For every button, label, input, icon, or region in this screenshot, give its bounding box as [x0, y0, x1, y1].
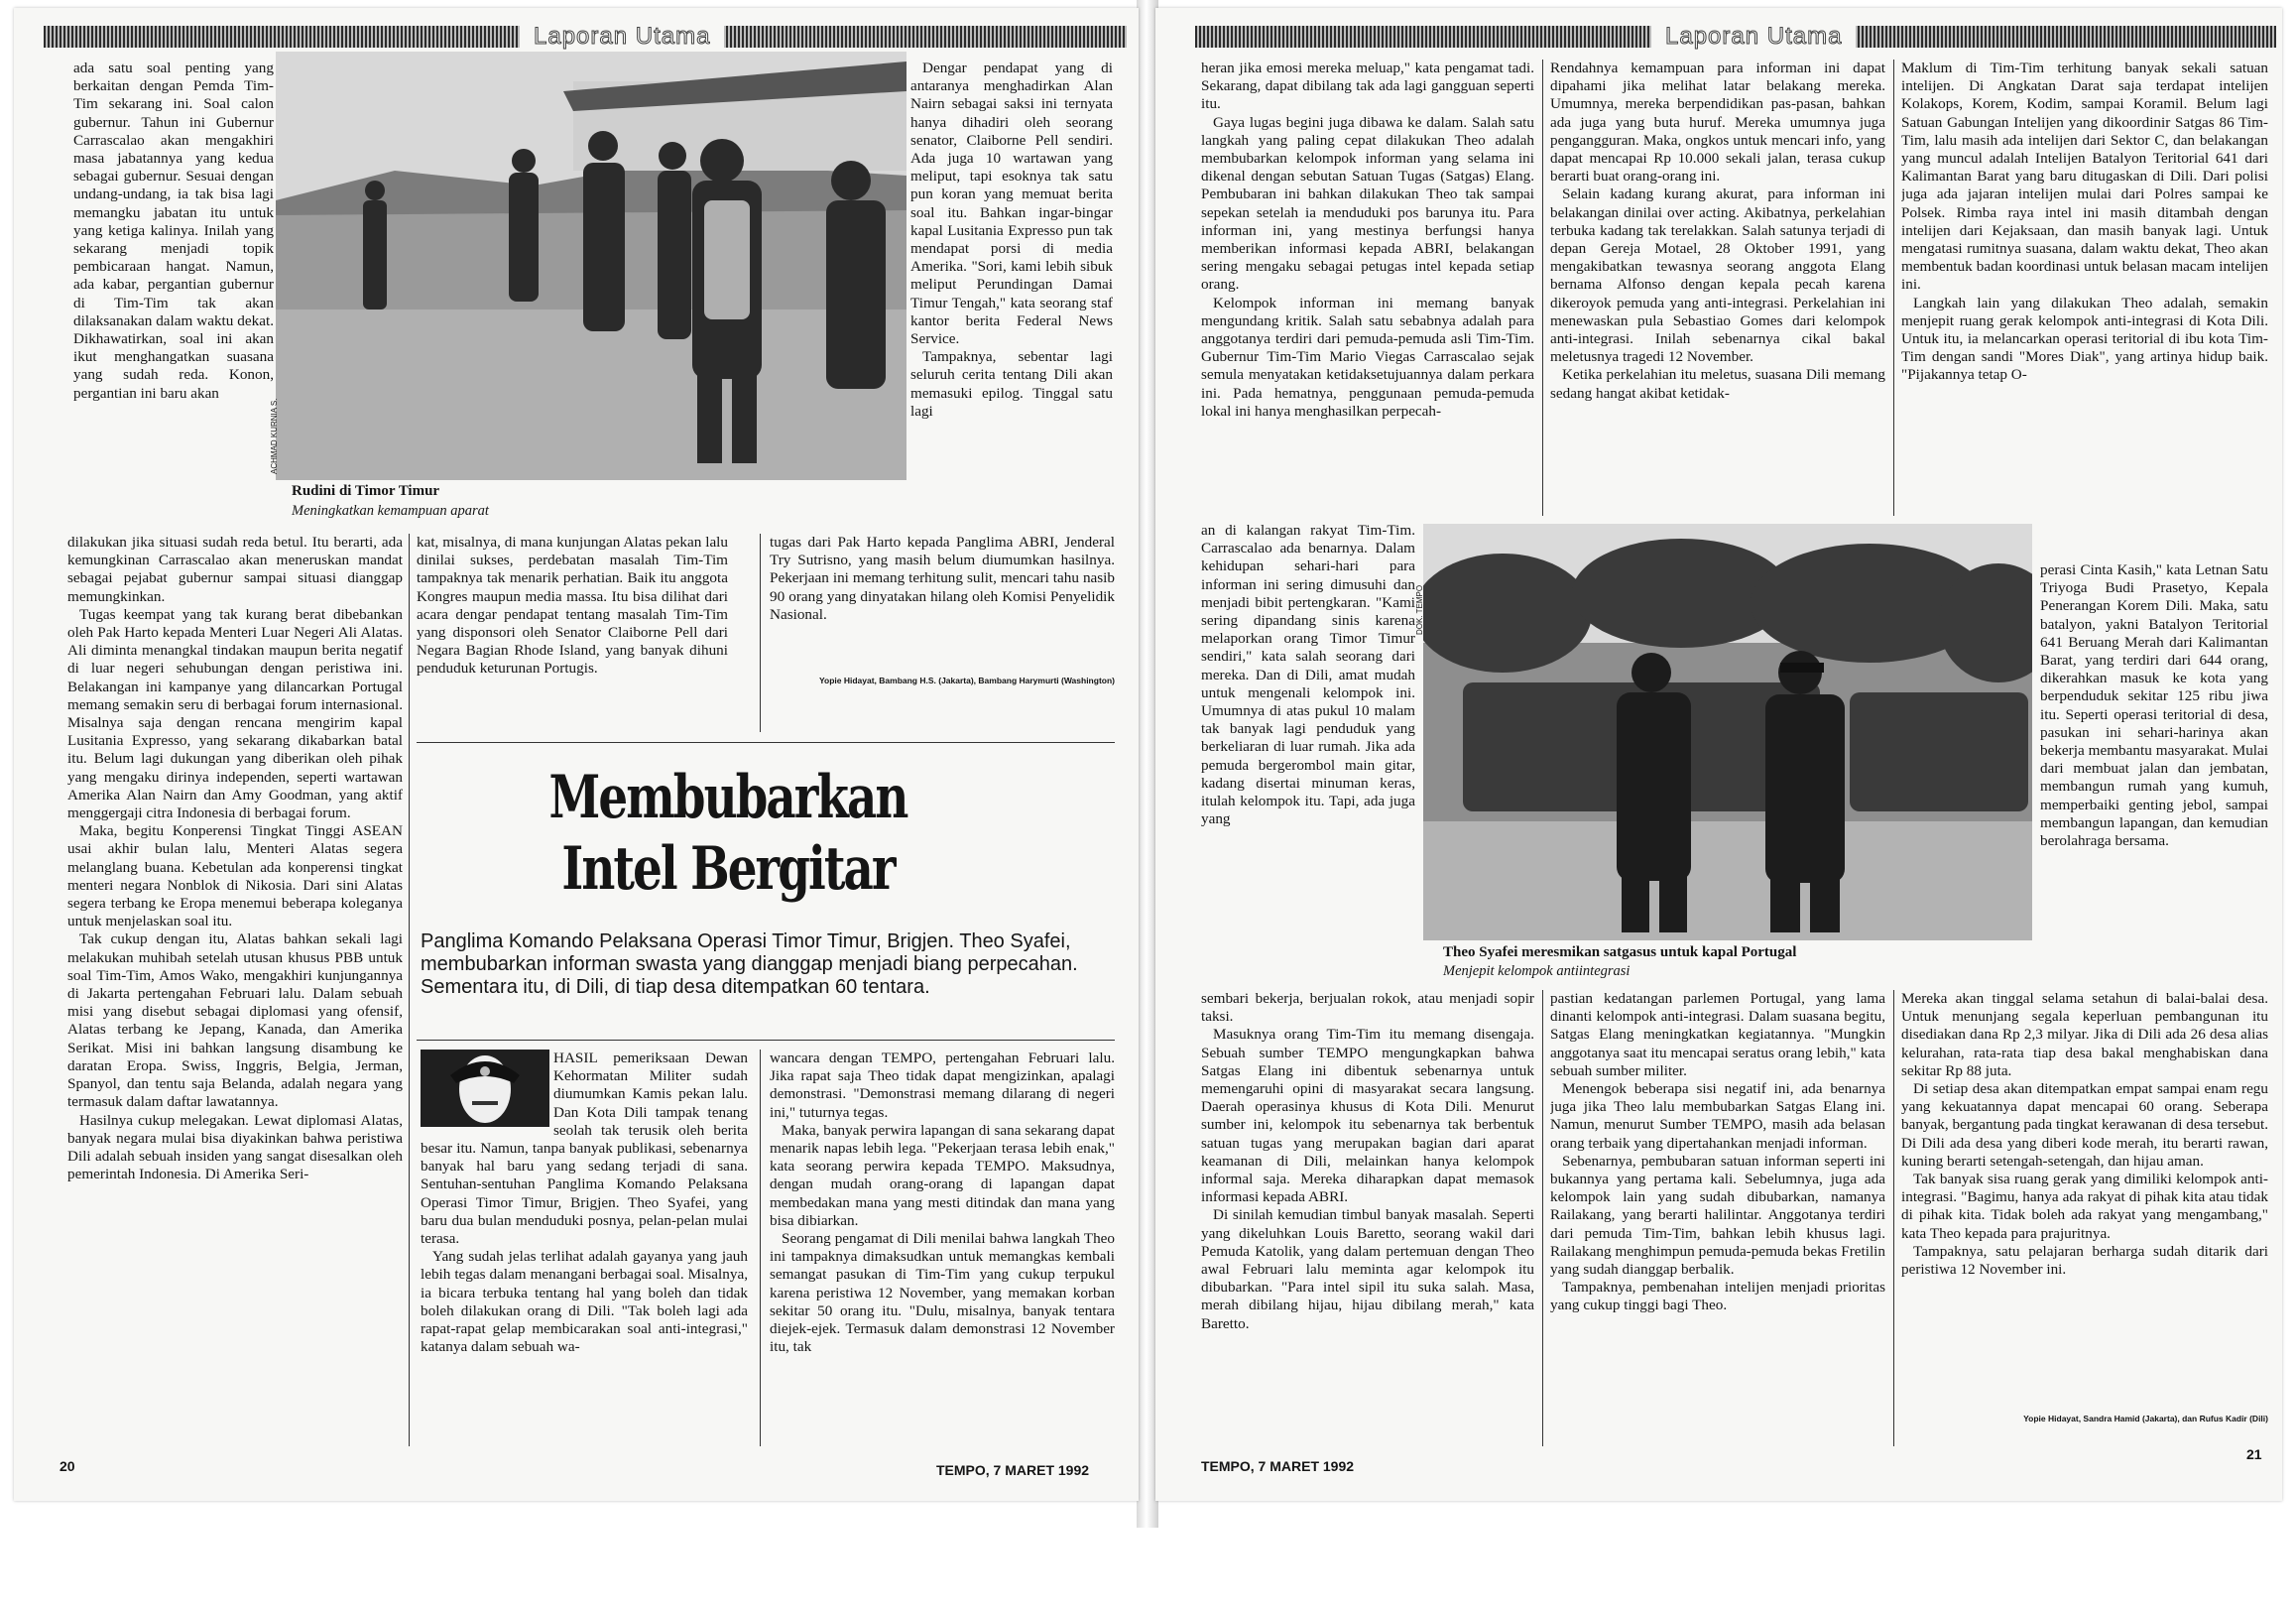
rubric-label: Laporan Utama — [520, 23, 724, 51]
article-body-col2 — [421, 1050, 748, 1446]
column-rule — [760, 1050, 761, 1446]
section-rule — [417, 742, 1115, 743]
article-col3-cont — [770, 534, 1115, 673]
photo-rudini-image — [276, 52, 906, 480]
column-rule — [760, 534, 761, 732]
body-text: Masuknya orang Tim-Tim itu memang disengaja. Sebuah sumber TEMPO mengungkapkan bahwa Satgas Elang ini dibentuk sebenarnya untuk memengaruhi opini di masyarakat secara langsung. Daerah operasinya khusus di Kota Dili. Menurut sumber ini, kelompok itu sebenarnya tak berbentuk satuan tugas yang merupakan bagian dari aparat keamanan di Dili, melainkan hanya kelompok informal saja. Mereka diharapkan dapat memasok informasi kepada ABRI. — [1201, 1026, 1534, 1206]
article-col1-bottom — [67, 534, 403, 1446]
body-text: perasi Cinta Kasih," kata Letnan Satu Triyoga Budi Prasetyo, Kepala Penerangan Korem Dili. Maka, satu batalyon, yakni Batalyon Teritorial 641 Beruang Merah dari Kalimantan Barat, yang terdiri dari 644 orang, dikerahkan masuk ke kota yang berpenduduk sekitar 125 ribu jiwa itu. Seperti operasi teritorial di desa, pasukan ini sehari-harinya akan bekerja membantu masyarakat. Mulai dari membuat jalan dan jembatan, membangun rumah yang kumuh, memperbaiki genting jebol, sampai membangun lapangan, dan kemudian berolahraga bersama. — [2040, 561, 2268, 850]
column-rule — [1893, 60, 1894, 516]
body-text: kat, misalnya, di mana kunjungan Alatas pekan lalu dinilai sukses, perdebatan masalah Tim-Tim tampaknya tak menarik perhatian. Baik itu anggota Kongres maupun media massa. Itu bisa dilihat dari acara dengar pendapat tentang masalah Tim-Tim yang disponsori oleh Senator Claiborne Pell dari Negara Bagian Rhode Island, yang banyak dihuni penduduk keturunan Portugis. — [417, 534, 728, 678]
article-col3-bottom-right — [1901, 990, 2268, 1411]
caption-title-right: Theo Syafei meresmikan satgasus untuk kapal Portugal — [1443, 944, 1797, 960]
article-col2-top — [417, 534, 728, 732]
left-page — [14, 8, 1139, 1501]
photo-rudini — [276, 52, 906, 480]
rubric-bar-right — [1195, 23, 2276, 50]
body-text: Tampaknya, satu pelajaran berharga sudah ditarik dari peristiwa 12 November ini. — [1901, 1242, 2268, 1279]
article-col1-top-right — [1201, 60, 1534, 522]
body-text: Selain kadang kurang akurat, para informan ini belakangan dinilai over acting. Akibatnya, perkelahian terbuka kadang tak terelakkan. Salah satunya terjadi di depan Gereja Motael, 28 Oktober 1991, yang mengakibatkan tewasnya seorang anggota Elang bernama Alfonso dengan kepala pecah karena dikeroyok pemuda yang anti-integrasi. Perkelahian ini menewaskan pula Sebastiao Gomes dari kelompok anti-integrasi. Inilah sebenarnya cikal bakal meletusnya tragedi 12 November. — [1550, 186, 1885, 366]
photo-credit-left: ACHMAD KURNIA S. — [270, 398, 279, 474]
photo-credit-right: DOK. TEMPO — [1415, 584, 1424, 635]
body-text: Tak cukup dengan itu, Alatas bahkan sekali lagi melakukan muhibah setelah utusan khusus PBB untuk soal Tim-Tim, Amos Wako, mengakhiri kunjungannya di Jakarta pertengahan Februari lalu. Dalam sebuah misi yang disebut sebagai diplomasi yang ofensif, Alatas terbang ke Jepang, Kanada, dan Amerika Serikat. Misi ini bahkan langsung disambung ke daratan Eropa. Swiss, Inggris, Belgia, Jerman, Spanyol, dan tentu saja Belanda, adalah negara yang termasuk dalam daftar lawatannya. — [67, 930, 403, 1111]
page-number-right: 21 — [2246, 1446, 2262, 1462]
footer-left: TEMPO, 7 MARET 1992 — [936, 1462, 1090, 1478]
body-text: an di kalangan rakyat Tim-Tim. Carrascalao ada benarnya. Dalam kehidupan sehari-hari para informan ini sering dimusuhi dan menjadi bibit pertengkaran. "Kami sering dipandang sinis karena melaporkan orang Timor Timur sendiri," kata salah seorang dari mereka. Dan di Dili, amat mudah untuk mengenali kelompok ini. Umumnya di atas pukul 10 malam tak banyak lagi penduduk yang berkeliaran di luar rumah. Jika ada pemuda bergerombol main gitar, kadang disertai minuman keras, itulah kelompok itu. Tapi, ada juga yang — [1201, 522, 1415, 828]
article-body-col3 — [770, 1050, 1115, 1446]
body-text: Dengar pendapat yang di antaranya menghadirkan Alan Nairn sebagai saksi ini ternyata hanya dihadiri oleh seorang senator, Claiborne Pell sendiri. Ada juga 10 wartawan yang meliput, tapi esoknya tak satu pun koran yang memuat berita soal itu. Bahkan ingar-bingar kapal Lusitania Expresso pun tak mendapat porsi di media Amerika. "Sori, kami lebih sibuk meliput Perundingan Damai Timur Tengah," kata seorang staf kantor berita Federal News Service. — [910, 60, 1113, 348]
page-number-left: 20 — [60, 1458, 75, 1474]
byline-left: Yopie Hidayat, Bambang H.S. (Jakarta), Bambang Harymurti (Washington) — [818, 676, 1115, 685]
article-col2-bottom-right — [1550, 990, 1885, 1446]
body-text: Rendahnya kemampuan para informan ini dapat dipahami jika melihat latar belakang mereka. Umumnya, mereka berpendidikan pas-pasan, bahkan ada juga yang buta huruf. Mereka umumnya juga pengangguran. Maka, ongkos untuk mencari info, yang dapat mencapai Rp 10.000 sekali jalan, terasa cukup berarti buat orang-orang ini. — [1550, 60, 1885, 186]
caption-sub-right: Menjepit kelompok antiintegrasi — [1443, 963, 1631, 979]
body-text: dilakukan jika situasi sudah reda betul. Itu berarti, ada kemungkinan Carrascalao akan meneruskan mandat sebagai pejabat gubernur sampai situasi dianggap memungkinkan. — [67, 534, 403, 605]
column-rule — [1542, 990, 1543, 1446]
body-text: Tugas keempat yang tak kurang berat dibebankan oleh Pak Harto kepada Menteri Luar Negeri Ali Alatas. Ali diminta menangkal tindakan maupun berita negatif di luar negeri sehubungan dengan peristiwa ini. Belakangan ini kampanye yang dilancarkan Portugal memang semakin seru di berbagai forum internasional. Misalnya saja dengan rencana mengirim kapal Lusitania Expresso, yang sekarang dikabarkan batal itu. Belum lagi dukungan yang diberikan oleh pihak yang mengaku dirinya independen, seperti wartawan Amerika Alan Nairn dan Amy Goodman, yang aktif menggergaji citra Indonesia di berbagai forum. — [67, 605, 403, 822]
section-rule — [417, 1040, 1115, 1041]
body-text: Hasilnya cukup melegakan. Lewat diplomasi Alatas, banyak negara mulai bisa diyakinkan bahwa peristiwa Dili adalah sebuah insiden yang sangat disesalkan oleh pemerintah Indonesia. Di Amerika Seri- — [67, 1111, 403, 1183]
column-rule — [409, 534, 410, 1446]
body-text: heran jika emosi mereka meluap," kata pengamat tadi. Sekarang, dapat dibilang tak ada lagi gangguan seperti itu. — [1201, 60, 1534, 113]
caption-sub-left: Meningkatkan kemampuan aparat — [292, 503, 489, 519]
headline — [504, 762, 952, 905]
body-text: Maklum di Tim-Tim terhitung banyak sekali satuan intelijen. Di Angkatan Darat saja terdapat intelijen Kolakops, Korem, Kodim, sampai Koramil. Belum lagi Satuan Gabungan Intelijen yang dikoordinir Satgas 86 Tim-Tim, lalu masih ada intelijen dari Sektor C, dan belakangan yang muncul adalah Intelijen Batalyon Teritorial 641 dari Kalimantan Barat yang baru ditugaskan di Dili. Dari polisi juga ada jajaran intelijen mulai dari Polres sampai ke Polsek. Rimba raya intel ini masih ditambah dengan intelijen dari Kejaksaan, dan masih banyak lagi. Untuk mengatasi rumitnya suasana, dalam waktu dekat, Theo akan membentuk badan koordinasi untuk belasan macam intelijen ini. — [1901, 60, 2268, 294]
photo-theo-syafei — [1423, 524, 2032, 940]
body-text: pastian kedatangan parlemen Portugal, yang lama dinanti kelompok anti-integrasi. Dalam suasana begitu, Satgas Elang meningkatkan kegiatannya. "Mungkin anggotanya saat itu mencapai seratus orang lebih," kata sebuah sumber militer. — [1550, 990, 1885, 1079]
caption-title-left: Rudini di Timor Timur — [292, 483, 440, 499]
headline-line-2: Intel Bergitar — [561, 834, 895, 904]
body-text: Maka, banyak perwira lapangan di sana sekarang dapat menarik napas lebih lega. "Pekerjaan terasa lebih enak," kata seorang perwira kepada TEMPO. Maksudnya, dengan mudah orang-orang di lapangan dapat membedakan mana yang mesti ditindak dan mana yang bisa dibiarkan. — [770, 1121, 1115, 1229]
rubric-label: Laporan Utama — [1651, 23, 1856, 51]
body-text: tugas dari Pak Harto kepada Panglima ABRI, Jenderal Try Sutrisno, yang masih belum diumumkan hasilnya. Pekerjaan ini memang terhitung sulit, mencari tahu nasib 90 orang yang dinyatakan hilang oleh Komisi Penyelidik Nasional. — [770, 534, 1115, 623]
headline-line-1: Membubarkan — [548, 763, 907, 832]
article-col1-bottom-right — [1201, 990, 1534, 1446]
body-text: Gaya lugas begini juga dibawa ke dalam. Salah satu langkah yang paling cepat dilakukan Theo adalah membubarkan kelompok informan yang selama ini dikenal dengan sebutan Satuan Tugas (Satgas) Elang. Pembubaran ini bahkan dilakukan Theo tak sampai sepekan setelah ia menduduki pos barunya itu. Para informan ini, yang mestinya berfungsi hanya memberikan informasi kepada ABRI, belakangan sering mengaku sebagai petugas intel kepada setiap orang. — [1201, 113, 1534, 294]
body-text: Maka, begitu Konperensi Tingkat Tinggi ASEAN usai akhir bulan lalu, Menteri Alatas segera melanglang buana. Kebetulan ada konperensi tingkat menteri negara Nonblok di Nikosia. Dari sini Alatas segera terbang ke Eropa menemui beberapa koleganya untuk menjelaskan soal itu. — [67, 822, 403, 930]
byline-right: Yopie Hidayat, Sandra Hamid (Jakarta), dan Rufus Kadir (Dili) — [2023, 1414, 2268, 1423]
right-page — [1155, 8, 2282, 1501]
footer-right: TEMPO, 7 MARET 1992 — [1201, 1458, 1355, 1474]
photo-theo-syafei-image — [1423, 524, 2032, 940]
body-text: Sebenarnya, pembubaran satuan informan seperti ini bukannya yang pertama kali. Sebelumnya, juga ada kelompok lain yang sudah dibubarkan, namanya Railakang, yang berarti halilintar. Anggotanya terdiri dari pemuda Tim-Tim, bahkan lebih khusus lagi. Railakang menghimpun pemuda-pemuda bekas Fretilin yang sudah dianggap berbalik. — [1550, 1152, 1885, 1279]
column-rule — [1893, 990, 1894, 1446]
body-text: Mereka akan tinggal selama setahun di balai-balai desa. Untuk menunjang segala keperluan pembangunan itu disediakan dana Rp 2,3 milyar. Jika di Dili ada 26 desa alias kelurahan, rata-rata tiap desa bakal menghabiskan dana sekitar Rp 88 juta. — [1901, 990, 2268, 1079]
article-col3-top-right — [1901, 60, 2268, 559]
body-text: Langkah lain yang dilakukan Theo adalah, semakin menjepit ruang gerak kelompok anti-integrasi di Kota Dili. Untuk itu, ia melancarkan operasi teritorial di ibu kota Tim-Tim dengan sandi "Mores Diak", yang artinya hidup baik. "Pijakannya tetap O- — [1901, 294, 2268, 384]
article-col1-top — [73, 60, 274, 534]
column-rule — [1542, 60, 1543, 516]
body-text: Di setiap desa akan ditempatkan empat sampai enam regu yang kekuatannya dapat mencapai 60 orang. Seberapa banyak, bergantung pada tingkat kerawanan di desa tersebut. Di Dili ada desa yang diberi kode merah, itu berarti rawan, kuning berarti setengah-setengah, dan hijau aman. — [1901, 1080, 2268, 1170]
body-text: wancara dengan TEMPO, pertengahan Februari lalu. Jika rapat saja Theo tidak dapat mengizinkan, apalagi demonstrasi. "Demonstrasi memang dilarang di negeri ini," tuturnya tegas. — [770, 1050, 1115, 1121]
article-col2-top-right — [1550, 60, 1885, 516]
rubric-bar-left — [44, 23, 1127, 50]
article-col3-top — [910, 60, 1113, 474]
body-text: Tampaknya, sebentar lagi seluruh cerita tentang Dili akan memasuki epilog. Tinggal satu lagi — [910, 348, 1113, 420]
body-text: Di sinilah kemudian timbul banyak masalah. Seperti yang dikeluhkan Louis Baretto, seorang wakil dari Pemuda Katolik, yang dalam pertemuan dengan Theo awal Februari lalu meminta agar kelompok itu dibubarkan. "Para intel sipil itu suka salah. Masa, merah dibilang hijau, hijau dibilang merah," kata Baretto. — [1201, 1206, 1534, 1332]
body-text: Kelompok informan ini memang banyak mengundang kritik. Salah satu sebabnya adalah para anggotanya terdiri dari pemuda-pemuda asli Tim-Tim. Gubernur Tim-Tim Mario Viegas Carrascalao sejak semula menyatakan ketidaksetujuannya dalam perkara ini. Pada hematnya, penggunaan pemuda-pemuda lokal ini hanya menghasilkan perpecah- — [1201, 294, 1534, 420]
body-text: Tampaknya, pembenahan intelijen menjadi prioritas yang cukup tinggi bagi Theo. — [1550, 1279, 1885, 1314]
body-text: ada satu soal penting yang berkaitan dengan Pemda Tim-Tim sekarang ini. Soal calon gubernur. Tahun ini Gubernur Carrascalao akan mengakhiri masa jabatannya yang kedua sebagai gubernur. Sesuai dengan undang-undang, ia tak bisa lagi memangku jabatan itu untuk yang ketiga kalinya. Inilah yang sekarang menjadi topik pembicaraan hangat. Namun, ada kabar, pergantian gubernur di Tim-Tim tak akan dilaksanakan dalam waktu dekat. Dikhawatirkan, soal ini akan ikut menghangatkan suasana yang sudah reda. Konon, pergantian ini baru akan — [73, 60, 274, 402]
article-col3-narrow-right — [2040, 561, 2268, 960]
body-text: Ketika perkelahian itu meletus, suasana Dili memang sedang hangat akibat ketidak- — [1550, 366, 1885, 402]
body-text: Yang sudah jelas terlihat adalah gayanya yang jauh lebih tegas dalam menangani berbagai soal. Misalnya, ia bicara terbuka tentang hal yang boleh dan tidak boleh dilakukan orang di Dili. "Tak boleh lagi ada rapat-rapat gelap membicarakan soal anti-integrasi," katanya dalam sebuah wa- — [421, 1248, 748, 1356]
body-text: Seorang pengamat di Dili menilai bahwa langkah Theo ini tampaknya dimaksudkan untuk memangkas kembali semangat pasukan di Tim-Tim yang cukup terpukul karena peristiwa 12 November, yang memakan korban sekitar 50 orang itu. "Dulu, misalnya, banyak tentara diejek-ejek. Termasuk dalam demonstrasi 12 November itu, tak — [770, 1230, 1115, 1356]
body-text: sembari bekerja, berjualan rokok, atau menjadi sopir taksi. — [1201, 990, 1534, 1026]
lead-paragraph: Panglima Komando Pelaksana Operasi Timor Timur, Brigjen. Theo Syafei, membubarkan informan swasta yang dianggap menjadi biang perpecahan. Sementara itu, di Dili, di tiap desa ditempatkan 60 tentara. — [421, 930, 1078, 998]
body-text: Menengok beberapa sisi negatif ini, ada benarnya juga jika Theo lalu membubarkan Satgas Elang ini. Namun, menurut Sumber TEMPO, masih ada belasan orang terbaik yang dipertahankan menjadi informan. — [1550, 1080, 1885, 1152]
body-text: Tak banyak sisa ruang gerak yang dimiliki kelompok anti-integrasi. "Bagimu, hanya ada rakyat di pihak kita atau tidak di pihak kita. Tidak boleh ada rakyat yang mengambang," kata Theo kepada para prajuritnya. — [1901, 1171, 2268, 1242]
body-text: HASIL pemeriksaan Dewan Kehormatan Militer sudah diumumkan Kamis pekan lalu. Dan Kota Dili tampak tenang seolah tak terusik oleh berita besar itu. Namun, tanpa banyak publikasi, sebenarnya banyak hal baru yang sedang terjadi di sana. Sentuhan-sentuhan Panglima Komando Pelaksana Operasi Timor Timur, Brigjen. Theo Syafei, yang baru dua bulan menduduki posnya, pelan-pelan mulai terasa. — [421, 1050, 748, 1248]
article-col1-narrow-right — [1201, 522, 1415, 988]
